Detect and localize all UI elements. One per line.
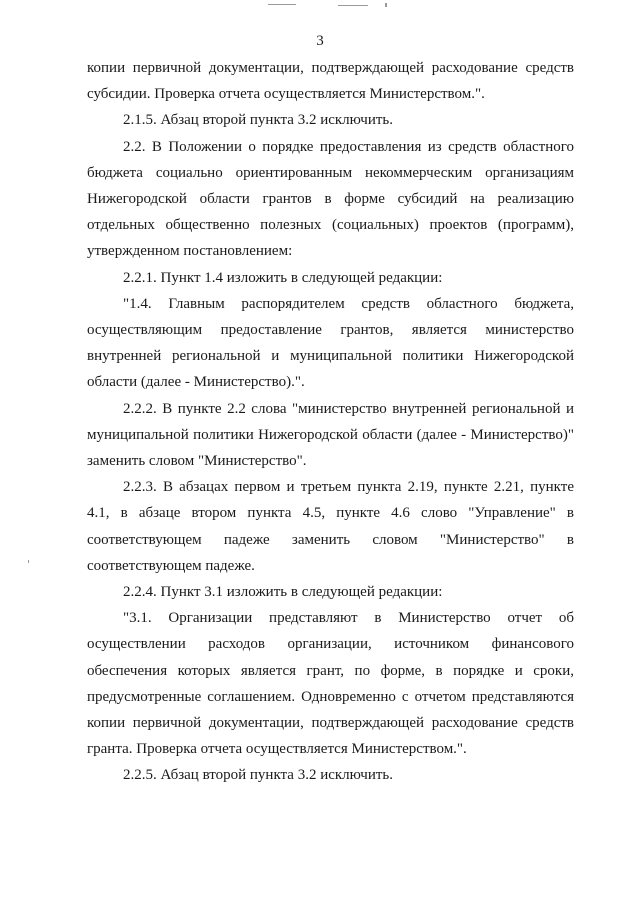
- paragraph: 2.2.2. В пункте 2.2 слова "министерство внутренней региональной и муниципальной политики Нижегородской области (далее - Министерство)" заменить словом "Министерство".: [87, 400, 574, 470]
- scan-artifact: [28, 560, 29, 563]
- paragraph: 2.2. В Положении о порядке предоставления из средств областного бюджета социально ориентированным некоммерческим организациям Нижегородской области грантов в форме субсидий на реализацию отдельных общественно полезных (социальных) проектов (программ), утвержденном постановлением:: [87, 138, 574, 260]
- paragraph: 2.2.3. В абзацах первом и третьем пункта 2.19, пункте 2.21, пункте 4.1, в абзаце втором пункта 4.5, пункте 4.6 слово "Управление" в соответствующем падеже заменить словом "Министерство" в соответствующем падеже.: [87, 479, 574, 574]
- paragraph: копии первичной документации, подтверждающей расходование средств субсидии. Проверка отчета осуществляется Министерством.".: [87, 60, 574, 103]
- paragraph: 2.1.5. Абзац второй пункта 3.2 исключить.: [123, 112, 394, 129]
- paragraph: "1.4. Главным распорядителем средств областного бюджета, осуществляющим предоставление грантов, является министерство внутренней региональной и муниципальной политики Нижегородской области (далее - Министерство).".: [87, 295, 574, 391]
- paragraph: 2.2.1. Пункт 1.4 изложить в следующей редакции:: [123, 269, 443, 286]
- scan-artifact: [338, 5, 368, 6]
- paragraph: 2.2.4. Пункт 3.1 изложить в следующей редакции:: [123, 584, 443, 601]
- page-number: 3: [316, 33, 324, 49]
- paragraph: "3.1. Организации представляют в Министерство отчет об осуществлении расходов организации, источником финансового обеспечения которых является грант, по форме, в порядке и сроки, предусмотренные соглашением. Одновременно с отчетом представляются копии первичной документации, подтверждающей расходование средств гранта. Проверка отчета осуществляется Министерством.".: [87, 610, 574, 758]
- paragraph: 2.2.5. Абзац второй пункта 3.2 исключить.: [123, 767, 394, 784]
- scan-artifact: [268, 4, 296, 5]
- document-body: [87, 55, 574, 789]
- scan-artifact: [385, 3, 387, 7]
